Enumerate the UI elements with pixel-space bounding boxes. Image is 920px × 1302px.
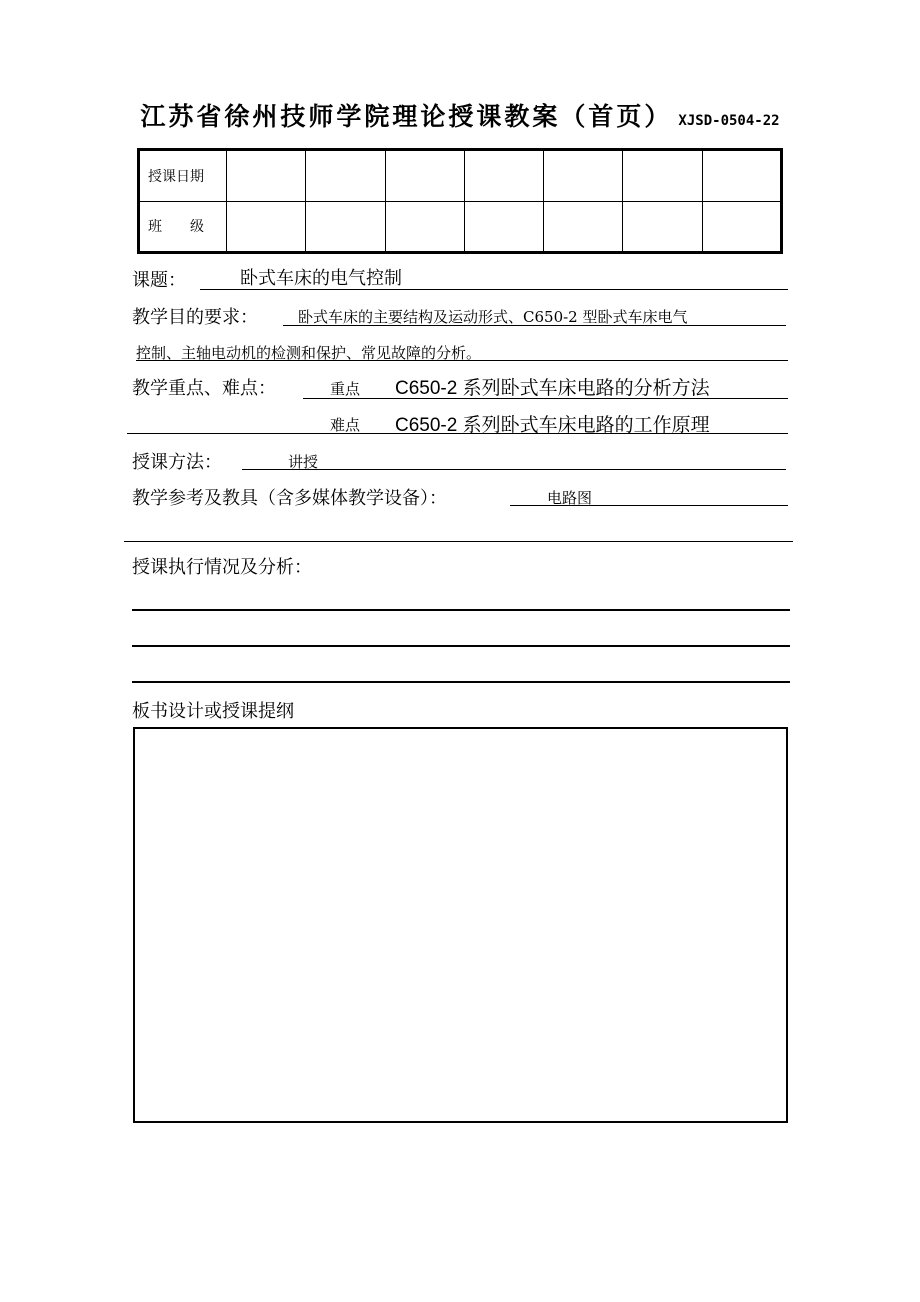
objectives-underline-2 — [136, 360, 788, 361]
section-divider — [124, 541, 793, 542]
objectives-line1: 卧式车床的主要结构及运动形式、C650-2 型卧式车床电气 — [298, 308, 688, 326]
page-title — [0, 97, 920, 133]
references-label: 教学参考及教具（含多媒体教学设备）： — [132, 488, 447, 509]
execution-label: 授课执行情况及分析： — [132, 557, 312, 578]
date-cell[interactable] — [306, 150, 385, 202]
key-points-label: 教学重点、难点： — [132, 378, 276, 399]
topic-value: 卧式车床的电气控制 — [240, 268, 402, 289]
class-cell[interactable] — [464, 201, 543, 253]
key-underline — [303, 398, 788, 399]
document-code: XJSD-0504-22 — [678, 113, 780, 129]
difficult-label: 难点 — [330, 416, 361, 434]
class-cell[interactable] — [623, 201, 702, 253]
key-label: 重点 — [330, 380, 361, 398]
date-cell[interactable] — [464, 150, 543, 202]
class-cell[interactable] — [385, 201, 464, 253]
topic-underline — [200, 289, 788, 290]
board-design-box[interactable] — [133, 727, 788, 1123]
difficult-underline — [127, 433, 788, 434]
method-underline — [242, 469, 786, 470]
date-cell[interactable] — [385, 150, 464, 202]
date-cell[interactable] — [702, 150, 781, 202]
class-cell[interactable] — [227, 201, 306, 253]
references-underline — [510, 505, 788, 506]
method-label: 授课方法： — [132, 452, 222, 473]
date-cell[interactable] — [227, 150, 306, 202]
board-label: 板书设计或授课提纲 — [132, 701, 294, 722]
class-cell[interactable] — [702, 201, 781, 253]
document-title: 江苏省徐州技师学院理论授课教案（首页） — [140, 102, 673, 131]
date-cell[interactable] — [623, 150, 702, 202]
topic-label: 课题： — [132, 270, 186, 291]
date-row — [139, 150, 782, 202]
schedule-table — [137, 148, 783, 254]
class-label: 班 级 — [139, 201, 227, 253]
key-value: C650-2 系列卧式车床电路的分析方法 — [395, 378, 710, 399]
date-label: 授课日期 — [139, 150, 227, 202]
objectives-line2: 控制、主轴电动机的检测和保护、常见故障的分析。 — [136, 344, 482, 362]
execution-line-1[interactable] — [132, 609, 790, 611]
class-cell[interactable] — [544, 201, 623, 253]
class-row — [139, 201, 782, 253]
objectives-underline-1 — [283, 325, 786, 326]
objectives-label: 教学目的要求： — [132, 307, 258, 328]
date-cell[interactable] — [544, 150, 623, 202]
execution-line-3[interactable] — [132, 681, 790, 683]
difficult-value: C650-2 系列卧式车床电路的工作原理 — [395, 415, 710, 436]
references-value: 电路图 — [547, 489, 593, 507]
class-cell[interactable] — [306, 201, 385, 253]
execution-line-2[interactable] — [132, 645, 790, 647]
method-value: 讲授 — [288, 453, 319, 471]
